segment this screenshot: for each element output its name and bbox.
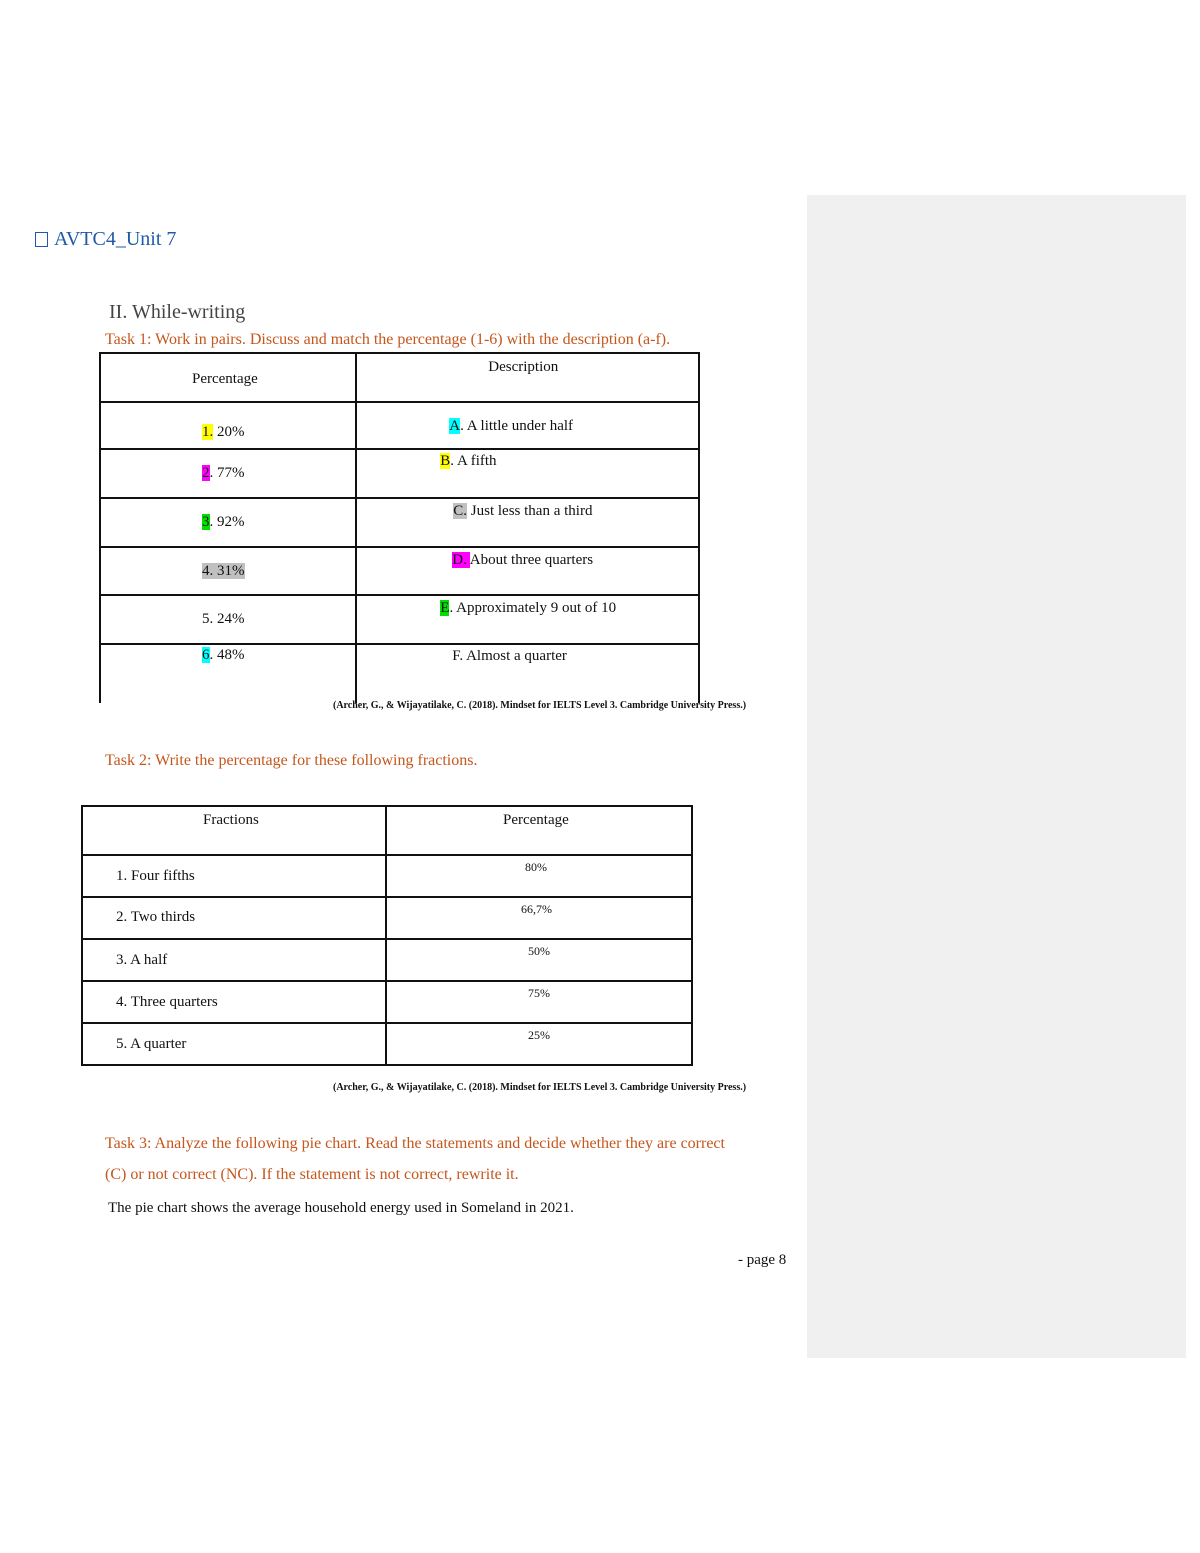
fraction-cell: 4. Three quarters: [116, 994, 218, 1010]
percentage-cell: 80%: [525, 860, 547, 874]
col-header-description: Description: [488, 359, 559, 375]
row-letter: D.: [452, 552, 470, 568]
row-number: 4. 31%: [202, 563, 245, 579]
row-description: . A little under half: [460, 418, 574, 434]
task3-instruction-line2: (C) or not correct (NC). If the statement is not correct, rewrite it.: [105, 1166, 519, 1183]
percentage-cell: 75%: [528, 986, 550, 1000]
table-row: [82, 981, 692, 1023]
task2-table: [81, 805, 693, 1066]
col-header-percentage: Percentage: [192, 371, 258, 387]
table-row: [82, 855, 692, 897]
table-header-row: [82, 806, 692, 855]
fraction-cell: 3. A half: [116, 952, 168, 968]
row-number: 6: [202, 647, 210, 663]
row-description: . Approximately 9 out of 10: [449, 600, 617, 616]
row-number: 3: [202, 514, 210, 530]
section-title: II. While-writing: [109, 301, 246, 323]
row-description: About three quarters: [469, 552, 594, 568]
percentage-cell: 25%: [528, 1028, 550, 1042]
col-header-percentage: Percentage: [503, 812, 569, 828]
fraction-cell: 1. Four fifths: [116, 868, 195, 884]
percentage-cell: 66,7%: [521, 902, 552, 916]
row-description: Just less than a third: [467, 503, 593, 519]
percentage-cell: 50%: [528, 944, 550, 958]
task3-description: The pie chart shows the average household energy used in Someland in 2021.: [108, 1200, 574, 1216]
row-number: 1.: [202, 424, 214, 440]
task2-citation: (Archer, G., & Wijayatilake, C. (2018). Mindset for IELTS Level 3. Cambridge University Press.): [333, 1082, 747, 1093]
table-row: [100, 402, 699, 449]
task3-instruction-line1: Task 3: Analyze the following pie chart. Read the statements and decide whether they are correct: [105, 1135, 725, 1152]
row-percentage: 5. 24%: [202, 611, 245, 627]
row-percentage: . 92%: [209, 514, 245, 530]
row-letter: E: [440, 600, 450, 616]
document-header: [35, 228, 176, 251]
header-title: AVTC4_Unit 7: [54, 228, 177, 250]
row-letter: A: [449, 418, 461, 434]
row-percentage: . 48%: [209, 647, 245, 663]
row-description: . A fifth: [450, 453, 497, 469]
row-letter: B: [440, 453, 451, 469]
task1-citation: (Archer, G., & Wijayatilake, C. (2018). Mindset for IELTS Level 3. Cambridge University Press.): [333, 700, 747, 711]
table-row: [82, 1023, 692, 1065]
fraction-cell: 5. A quarter: [116, 1036, 187, 1052]
table-row: [100, 595, 699, 644]
checkbox-glyph-icon: [35, 232, 48, 247]
row-percentage: 20%: [213, 424, 245, 440]
table-header-row: [100, 353, 699, 402]
table-row: [100, 644, 699, 703]
page-number: - page 8: [738, 1252, 787, 1268]
table-row: [100, 547, 699, 595]
col-header-fractions: Fractions: [203, 812, 259, 828]
task1-table: [99, 352, 700, 703]
task1-instruction: Task 1: Work in pairs. Discuss and match the percentage (1-6) with the description (a-f).: [105, 331, 671, 348]
table-row: [82, 897, 692, 939]
row-description: F. Almost a quarter: [452, 648, 567, 664]
task2-instruction: Task 2: Write the percentage for these following fractions.: [105, 752, 478, 769]
row-percentage: . 77%: [209, 465, 245, 481]
comment-pane: [807, 195, 1186, 1358]
row-letter: C.: [453, 503, 468, 519]
table-row: [82, 939, 692, 981]
table-row: [100, 498, 699, 547]
fraction-cell: 2. Two thirds: [116, 909, 196, 925]
table-row: [100, 449, 699, 498]
row-number: 2: [202, 465, 210, 481]
